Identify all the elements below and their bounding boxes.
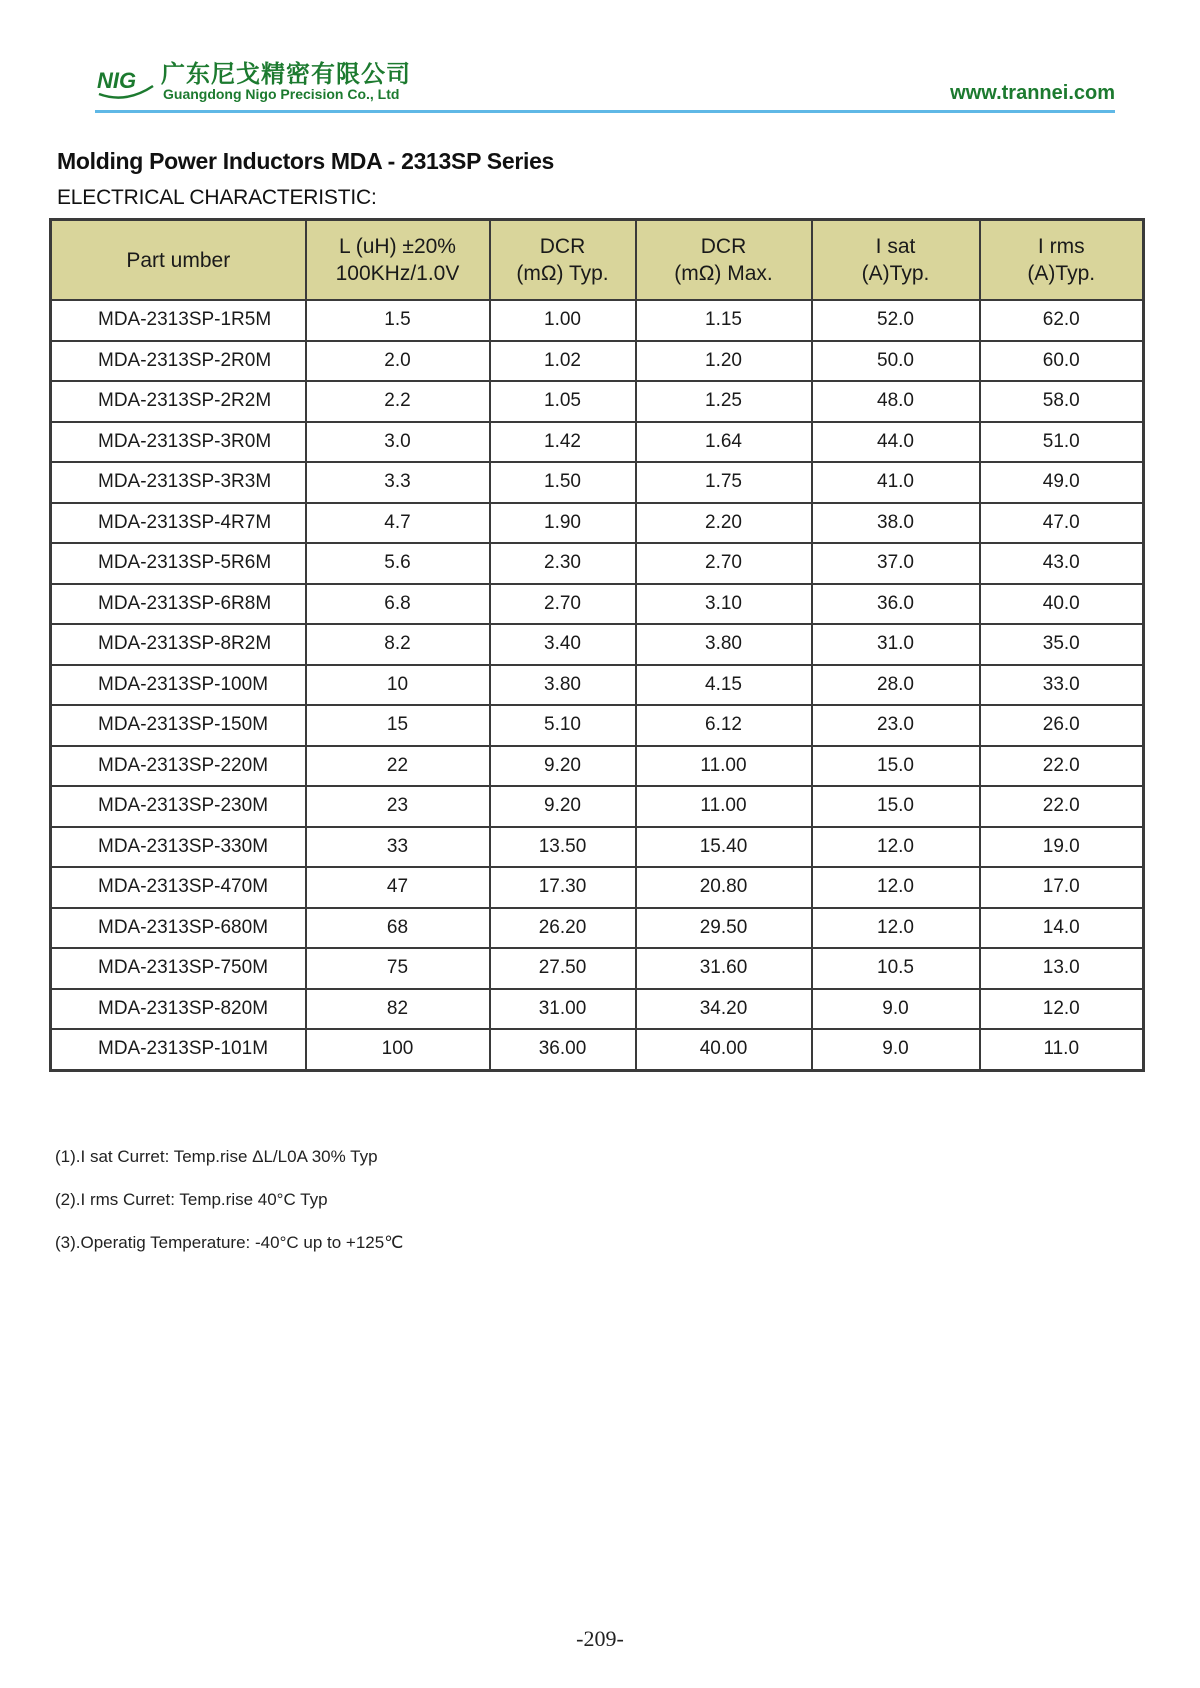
cell-irms: 51.0 (980, 422, 1144, 463)
cell-part-number: MDA-2313SP-6R8M (51, 584, 306, 625)
table-header-row (51, 220, 1144, 301)
document-title: Molding Power Inductors MDA - 2313SP Series (57, 148, 555, 174)
table-row (51, 908, 1144, 949)
cell-inductance: 68 (306, 908, 490, 949)
company-logo (95, 64, 157, 104)
cell-isat: 37.0 (812, 543, 980, 584)
table-row (51, 624, 1144, 665)
cell-isat: 9.0 (812, 989, 980, 1030)
cell-dcr-typ: 3.40 (490, 624, 636, 665)
column-header-inductance: L (uH) ±20% 100KHz/1.0V (306, 220, 490, 301)
cell-inductance: 47 (306, 867, 490, 908)
table-row (51, 543, 1144, 584)
cell-dcr-max: 1.15 (636, 300, 812, 341)
cell-part-number: MDA-2313SP-100M (51, 665, 306, 706)
cell-irms: 43.0 (980, 543, 1144, 584)
cell-dcr-typ: 2.70 (490, 584, 636, 625)
column-header-dcr-typ: DCR (mΩ) Typ. (490, 220, 636, 301)
cell-isat: 10.5 (812, 948, 980, 989)
table-row (51, 665, 1144, 706)
cell-part-number: MDA-2313SP-220M (51, 746, 306, 787)
cell-irms: 12.0 (980, 989, 1144, 1030)
cell-dcr-max: 34.20 (636, 989, 812, 1030)
cell-part-number: MDA-2313SP-2R0M (51, 341, 306, 382)
cell-irms: 19.0 (980, 827, 1144, 868)
cell-dcr-max: 1.64 (636, 422, 812, 463)
cell-part-number: MDA-2313SP-3R3M (51, 462, 306, 503)
company-name-en: Guangdong Nigo Precision Co., Ltd (163, 86, 400, 102)
cell-part-number: MDA-2313SP-150M (51, 705, 306, 746)
cell-inductance: 33 (306, 827, 490, 868)
cell-isat: 12.0 (812, 867, 980, 908)
cell-isat: 50.0 (812, 341, 980, 382)
cell-isat: 41.0 (812, 462, 980, 503)
cell-isat: 44.0 (812, 422, 980, 463)
cell-part-number: MDA-2313SP-820M (51, 989, 306, 1030)
cell-isat: 15.0 (812, 746, 980, 787)
cell-part-number: MDA-2313SP-5R6M (51, 543, 306, 584)
table-row (51, 948, 1144, 989)
cell-part-number: MDA-2313SP-8R2M (51, 624, 306, 665)
cell-inductance: 3.3 (306, 462, 490, 503)
cell-dcr-max: 1.75 (636, 462, 812, 503)
column-header-irms: I rms (A)Typ. (980, 220, 1144, 301)
table-row (51, 746, 1144, 787)
logo-text: NIG (97, 68, 137, 93)
cell-dcr-max: 11.00 (636, 786, 812, 827)
cell-irms: 11.0 (980, 1029, 1144, 1070)
cell-part-number: MDA-2313SP-680M (51, 908, 306, 949)
cell-irms: 13.0 (980, 948, 1144, 989)
company-name-cn: 广东尼戈精密有限公司 (161, 60, 411, 88)
cell-inductance: 22 (306, 746, 490, 787)
cell-isat: 9.0 (812, 1029, 980, 1070)
cell-dcr-max: 1.25 (636, 381, 812, 422)
cell-inductance: 6.8 (306, 584, 490, 625)
cell-part-number: MDA-2313SP-1R5M (51, 300, 306, 341)
cell-irms: 22.0 (980, 786, 1144, 827)
table-row (51, 462, 1144, 503)
column-header-isat: I sat (A)Typ. (812, 220, 980, 301)
table-row (51, 705, 1144, 746)
cell-dcr-max: 11.00 (636, 746, 812, 787)
cell-irms: 49.0 (980, 462, 1144, 503)
cell-dcr-max: 40.00 (636, 1029, 812, 1070)
cell-dcr-typ: 1.00 (490, 300, 636, 341)
cell-isat: 31.0 (812, 624, 980, 665)
notes-section (55, 1147, 403, 1276)
cell-dcr-max: 3.80 (636, 624, 812, 665)
cell-dcr-typ: 1.02 (490, 341, 636, 382)
cell-dcr-typ: 3.80 (490, 665, 636, 706)
cell-inductance: 15 (306, 705, 490, 746)
cell-dcr-max: 3.10 (636, 584, 812, 625)
cell-inductance: 23 (306, 786, 490, 827)
cell-inductance: 8.2 (306, 624, 490, 665)
cell-inductance: 2.0 (306, 341, 490, 382)
table-row (51, 867, 1144, 908)
cell-part-number: MDA-2313SP-330M (51, 827, 306, 868)
cell-dcr-typ: 17.30 (490, 867, 636, 908)
cell-dcr-max: 6.12 (636, 705, 812, 746)
cell-isat: 28.0 (812, 665, 980, 706)
cell-inductance: 2.2 (306, 381, 490, 422)
cell-irms: 35.0 (980, 624, 1144, 665)
cell-isat: 23.0 (812, 705, 980, 746)
table-body (51, 300, 1144, 1070)
table-row (51, 786, 1144, 827)
cell-dcr-max: 2.20 (636, 503, 812, 544)
cell-part-number: MDA-2313SP-230M (51, 786, 306, 827)
note-irms: (2).I rms Curret: Temp.rise 40°C Typ (55, 1190, 328, 1209)
cell-irms: 26.0 (980, 705, 1144, 746)
cell-dcr-typ: 36.00 (490, 1029, 636, 1070)
cell-irms: 17.0 (980, 867, 1144, 908)
cell-isat: 12.0 (812, 827, 980, 868)
cell-irms: 47.0 (980, 503, 1144, 544)
cell-inductance: 100 (306, 1029, 490, 1070)
table-row (51, 381, 1144, 422)
cell-inductance: 82 (306, 989, 490, 1030)
table-row (51, 584, 1144, 625)
note-isat: (1).I sat Curret: Temp.rise ΔL/L0A 30% Typ (55, 1147, 378, 1166)
table-row (51, 422, 1144, 463)
cell-dcr-typ: 9.20 (490, 746, 636, 787)
section-heading: ELECTRICAL CHARACTERISTIC: (57, 186, 377, 209)
cell-inductance: 5.6 (306, 543, 490, 584)
cell-irms: 40.0 (980, 584, 1144, 625)
cell-isat: 36.0 (812, 584, 980, 625)
cell-part-number: MDA-2313SP-750M (51, 948, 306, 989)
cell-part-number: MDA-2313SP-4R7M (51, 503, 306, 544)
cell-inductance: 4.7 (306, 503, 490, 544)
header-divider (95, 110, 1115, 113)
page-header (95, 50, 1115, 112)
cell-dcr-typ: 31.00 (490, 989, 636, 1030)
cell-isat: 38.0 (812, 503, 980, 544)
table-row (51, 503, 1144, 544)
cell-part-number: MDA-2313SP-3R0M (51, 422, 306, 463)
cell-dcr-max: 4.15 (636, 665, 812, 706)
cell-isat: 12.0 (812, 908, 980, 949)
cell-dcr-max: 20.80 (636, 867, 812, 908)
cell-irms: 33.0 (980, 665, 1144, 706)
cell-dcr-typ: 5.10 (490, 705, 636, 746)
column-header-part-number: Part umber (51, 220, 306, 301)
cell-irms: 60.0 (980, 341, 1144, 382)
table-row (51, 827, 1144, 868)
website-link[interactable]: www.trannei.com (950, 82, 1115, 104)
cell-dcr-typ: 27.50 (490, 948, 636, 989)
cell-dcr-typ: 13.50 (490, 827, 636, 868)
cell-irms: 58.0 (980, 381, 1144, 422)
cell-dcr-typ: 1.90 (490, 503, 636, 544)
cell-dcr-max: 31.60 (636, 948, 812, 989)
cell-dcr-max: 2.70 (636, 543, 812, 584)
cell-irms: 14.0 (980, 908, 1144, 949)
cell-inductance: 3.0 (306, 422, 490, 463)
cell-inductance: 75 (306, 948, 490, 989)
cell-dcr-max: 15.40 (636, 827, 812, 868)
cell-dcr-typ: 1.42 (490, 422, 636, 463)
cell-dcr-typ: 1.50 (490, 462, 636, 503)
cell-irms: 22.0 (980, 746, 1144, 787)
cell-part-number: MDA-2313SP-470M (51, 867, 306, 908)
cell-part-number: MDA-2313SP-101M (51, 1029, 306, 1070)
page-number: -209- (576, 1626, 624, 1651)
electrical-characteristics-table (49, 218, 1145, 1072)
cell-dcr-typ: 1.05 (490, 381, 636, 422)
cell-dcr-typ: 2.30 (490, 543, 636, 584)
table-row (51, 989, 1144, 1030)
cell-isat: 15.0 (812, 786, 980, 827)
cell-irms: 62.0 (980, 300, 1144, 341)
nig-logo-icon (95, 64, 157, 104)
table-row (51, 300, 1144, 341)
column-header-dcr-max: DCR (mΩ) Max. (636, 220, 812, 301)
cell-part-number: MDA-2313SP-2R2M (51, 381, 306, 422)
cell-inductance: 10 (306, 665, 490, 706)
table-row (51, 1029, 1144, 1070)
table-row (51, 341, 1144, 382)
cell-isat: 52.0 (812, 300, 980, 341)
cell-isat: 48.0 (812, 381, 980, 422)
cell-dcr-typ: 9.20 (490, 786, 636, 827)
cell-dcr-max: 29.50 (636, 908, 812, 949)
note-operating-temperature: (3).Operatig Temperature: -40°C up to +125℃ (55, 1233, 404, 1252)
cell-dcr-max: 1.20 (636, 341, 812, 382)
cell-inductance: 1.5 (306, 300, 490, 341)
cell-dcr-typ: 26.20 (490, 908, 636, 949)
